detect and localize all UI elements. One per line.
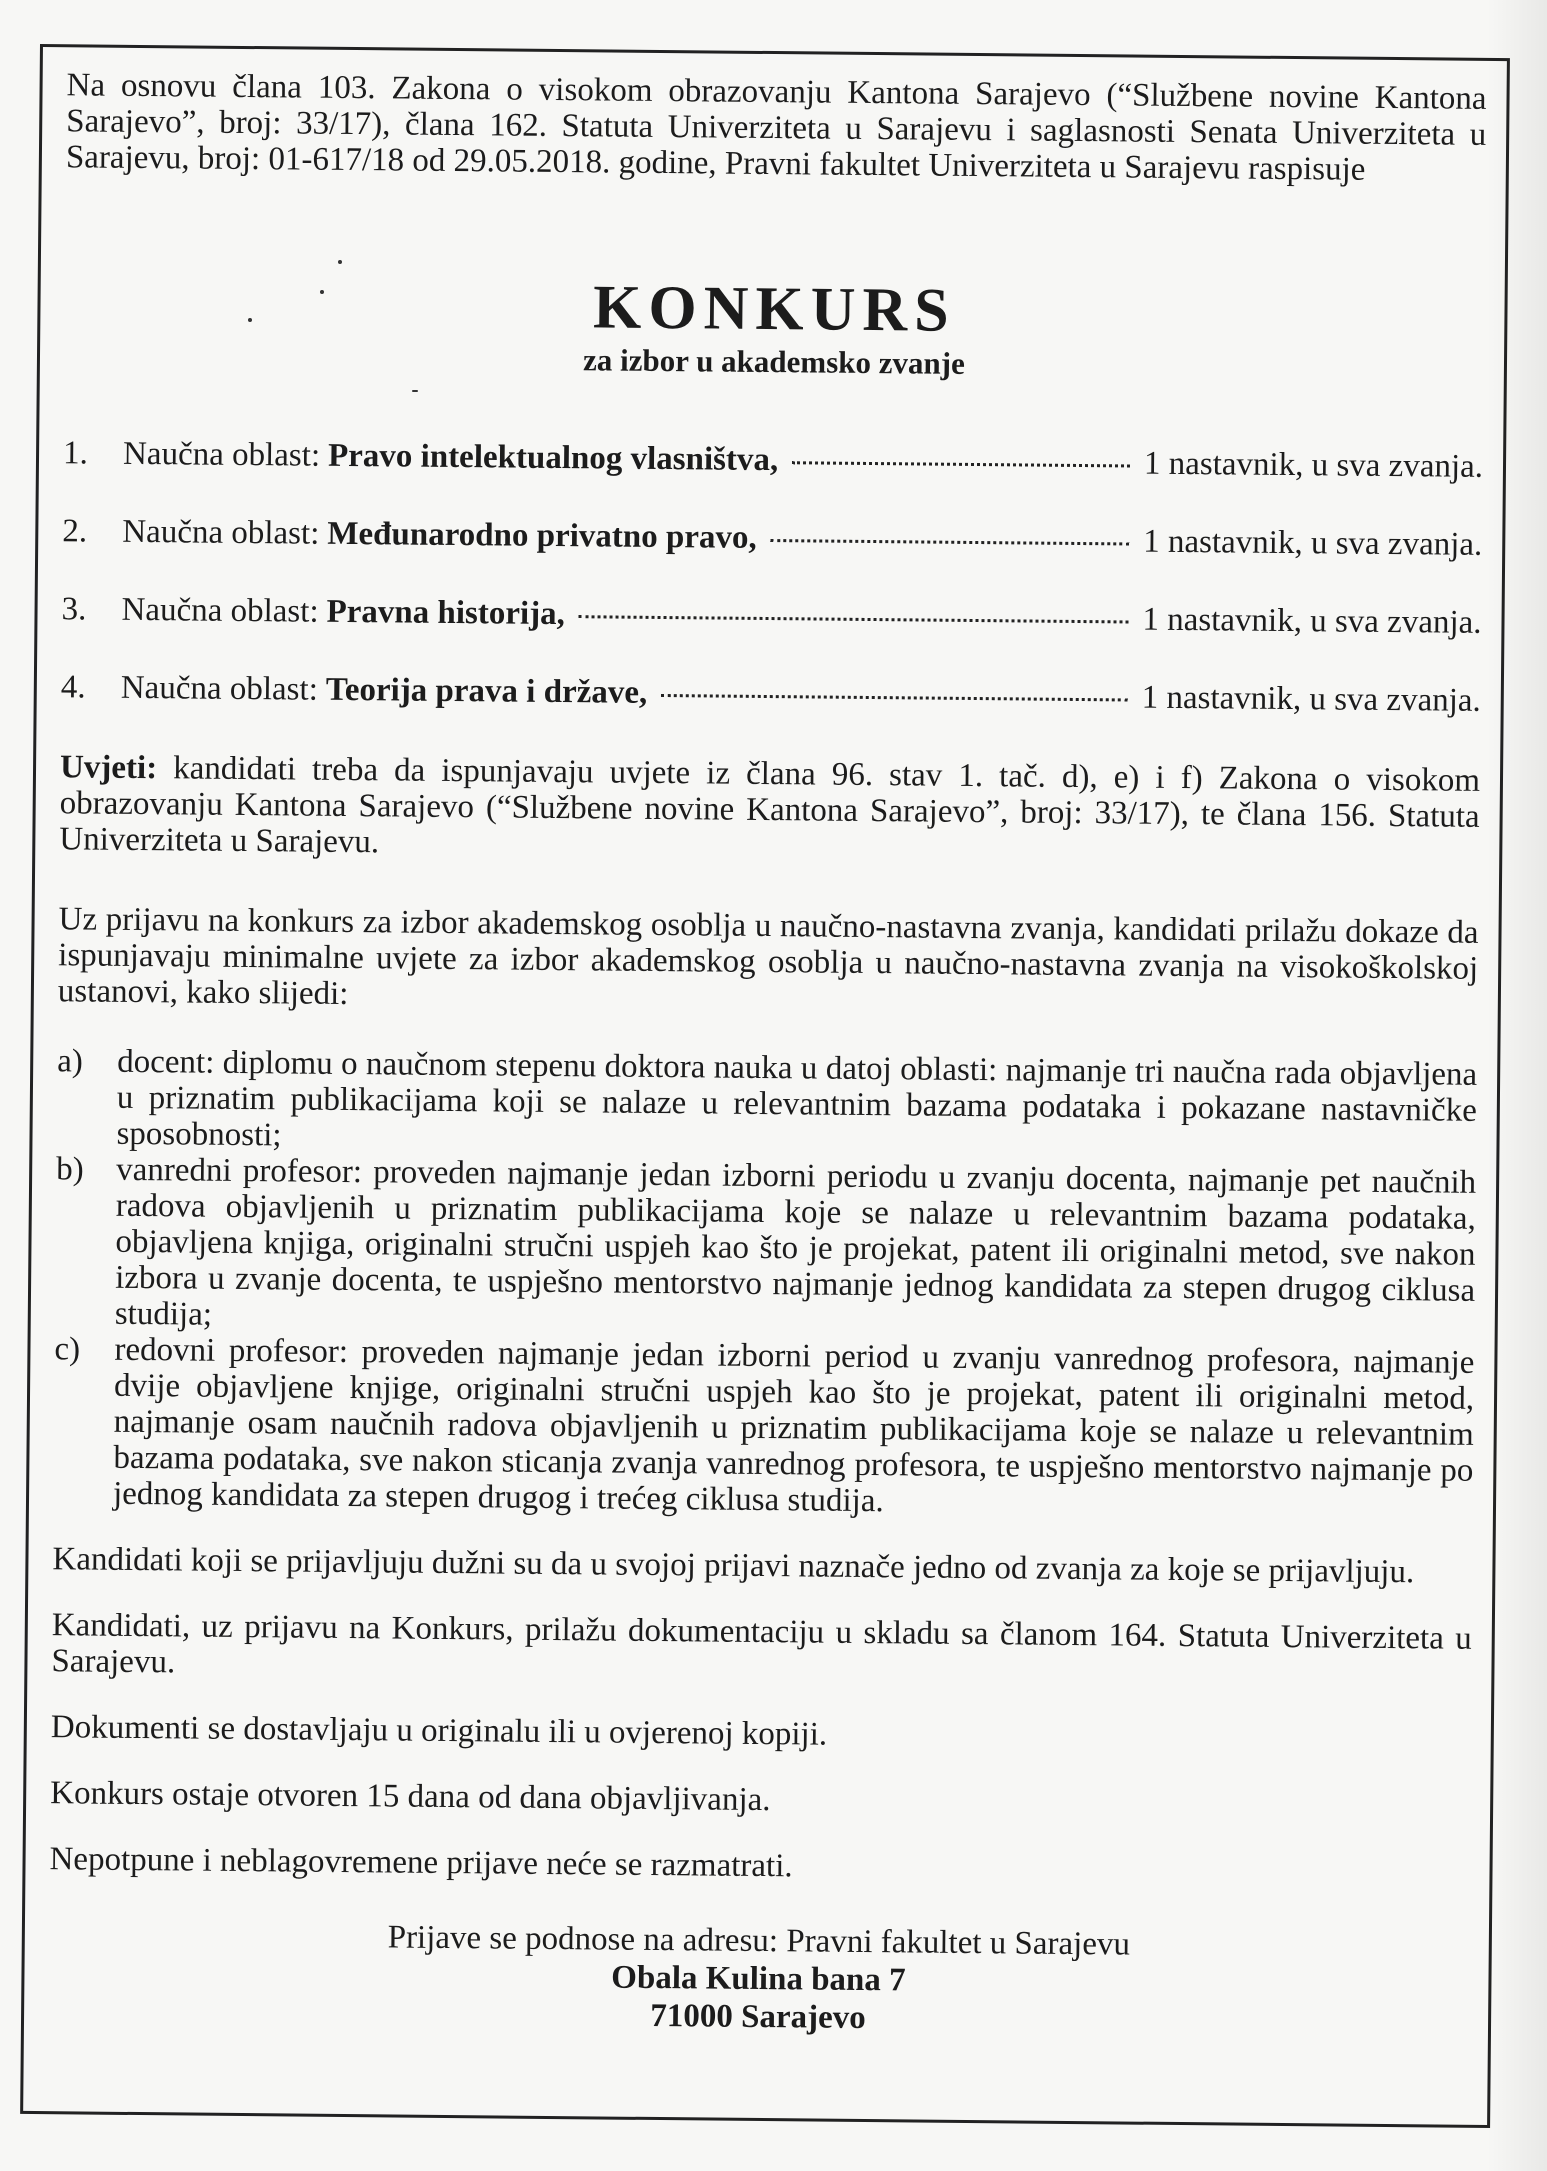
requirement-marker: b) bbox=[56, 1151, 84, 1188]
scientific-areas-list bbox=[60, 435, 1483, 761]
address-line-1: Prijave se podnose na adresu: Pravni fakultet u Sarajevu bbox=[387, 1919, 1131, 1963]
conditions-text: kandidati treba da ispunjavaju uvjete iz člana 96. stav 1. tač. d), e) i f) Zakona o visokom obrazovanju Kantona Sarajevo (“Službene novine Kantona Sarajevo”, broj: 33/17), te člana 156. Statuta Univerziteta u Sarajevu. bbox=[59, 750, 1481, 861]
note-paragraph: Kandidati, uz prijavu na Konkurs, prilažu dokumentaciju u skladu sa članom 164. Statuta Univerziteta u Sarajevu. bbox=[51, 1607, 1472, 1681]
area-number: 3. bbox=[61, 591, 87, 628]
note-paragraph: Nepotpune i neblagovremene prijave neće se razmatrati. bbox=[49, 1841, 793, 1885]
requirement-item bbox=[55, 1151, 1477, 1345]
area-number: 2. bbox=[62, 513, 88, 550]
note-paragraph: Dokumenti se dostavljaju u originalu ili u ovjerenoj kopiji. bbox=[50, 1709, 828, 1753]
intro-paragraph: Na osnovu člana 103. Zakona o visokom obrazovanju Kantona Sarajevo (“Službene novine Kantona Sarajevo”, broj: 33/17), člana 162. Statuta Univerziteta u Sarajevu i saglasnosti Senata Univerziteta u Sarajevu, broj: 01‑617/18 od 29.05.2018. godine, Pravni fakultet Univerziteta u Sarajevu raspisuje bbox=[65, 67, 1487, 188]
requirements-list bbox=[53, 1043, 1477, 1525]
announcement-content bbox=[48, 67, 1487, 2043]
area-number: 1. bbox=[62, 435, 88, 472]
requirement-marker: a) bbox=[57, 1043, 84, 1080]
scan-speck bbox=[320, 290, 324, 294]
conditions-paragraph bbox=[59, 749, 1480, 871]
address-street: Obala Kulina bana 7 bbox=[611, 1959, 906, 1999]
address-city: 71000 Sarajevo bbox=[650, 1997, 866, 2037]
area-item bbox=[60, 669, 1481, 761]
requirement-item bbox=[56, 1043, 1477, 1165]
note-paragraph: Konkurs ostaje otvoren 15 dana od dana objavljivanja. bbox=[50, 1775, 771, 1819]
requirements-intro: Uz prijavu na konkurs za izbor akademskog osoblja u naučno‑nastavna zvanja, kandidati prilažu dokaze da ispunjavaju minimalne uvjete za izbor akademskog osoblja u naučno‑nastavna zvanja na visokoškolskoj ustanovi, kako slijedi: bbox=[57, 901, 1479, 1013]
area-name: Pravna historija, bbox=[326, 593, 566, 633]
area-item bbox=[62, 435, 1483, 527]
scan-speck bbox=[412, 390, 418, 392]
area-number: 4. bbox=[60, 669, 86, 706]
area-label: Naučna oblast: bbox=[122, 513, 320, 552]
area-positions: 1 nastavnik, u sva zvanja. bbox=[1142, 601, 1482, 641]
announcement-frame bbox=[20, 44, 1510, 2128]
area-positions: 1 nastavnik, u sva zvanja. bbox=[1143, 523, 1483, 563]
note-paragraph: Kandidati koji se prijavljuju dužni su da u svojoj prijavi naznače jedno od zvanja za koje se prijavljuju. bbox=[52, 1541, 1415, 1591]
scan-speck bbox=[248, 318, 252, 322]
area-label: Naučna oblast: bbox=[120, 669, 319, 708]
requirement-text: docent: diplomu o naučnom stepenu doktora nauka u datoj oblasti: najmanje tri naučna rada objavljena u priznatim publikacijama koji se nalaze u relevantnim bazama podataka i pokazane nastavničke sposobnosti; bbox=[116, 1043, 1478, 1154]
dotted-leader bbox=[579, 615, 1129, 623]
requirement-marker: c) bbox=[54, 1331, 81, 1368]
area-item bbox=[62, 513, 1483, 605]
area-label: Naučna oblast: bbox=[122, 435, 321, 474]
dotted-leader bbox=[661, 694, 1127, 701]
requirement-text: redovni profesor: proveden najmanje jedan izborni period u zvanju vanrednog profesora, najmanje dvije objavljene knjige, originalni stručni uspjeh kao što je projekat, patent ili originalni metod, najmanje osam naučnih radova objavljenih u priznatim publikacijama koje se nalaze u relevantnim bazama podataka, sve nakon sticanja zvanja vanrednog profesora, te uspješno mentorstvo najmanje po jednog kandidata za stepen drugog i trećeg ciklusa studija. bbox=[112, 1331, 1475, 1520]
area-label: Naučna oblast: bbox=[121, 591, 319, 630]
dotted-leader bbox=[792, 461, 1130, 467]
scan-speck bbox=[338, 260, 342, 264]
conditions-label: Uvjeti: bbox=[59, 749, 158, 787]
requirement-text: vanredni profesor: proveden najmanje jedan izborni periodu u zvanju docenta, najmanje pet naučnih radova objavljenih u priznatim publikacijama koje se nalaze u relevantnim bazama podataka, objavljena knjiga, originalni stručni uspjeh kao što je projekat, patent ili originalni metod, sve nakon izbora u zvanje docenta, te uspješno mentorstvo najmanje jednog kandidata za stepen drugog ciklusa studija; bbox=[114, 1151, 1477, 1333]
area-positions: 1 nastavnik, u sva zvanja. bbox=[1141, 679, 1481, 719]
announcement-subtitle: za izbor u akademsko zvanje bbox=[582, 342, 966, 381]
area-positions: 1 nastavnik, u sva zvanja. bbox=[1143, 445, 1484, 485]
area-name: Pravo intelektualnog vlasništva, bbox=[327, 437, 779, 479]
requirement-item bbox=[53, 1331, 1475, 1525]
address-block bbox=[48, 1915, 1469, 2043]
area-name: Teorija prava i države, bbox=[325, 671, 648, 711]
announcement-title: KONKURS bbox=[592, 273, 957, 345]
dotted-leader bbox=[771, 539, 1130, 545]
area-item bbox=[61, 591, 1482, 683]
area-name: Međunarodno privatno pravo, bbox=[327, 515, 757, 556]
